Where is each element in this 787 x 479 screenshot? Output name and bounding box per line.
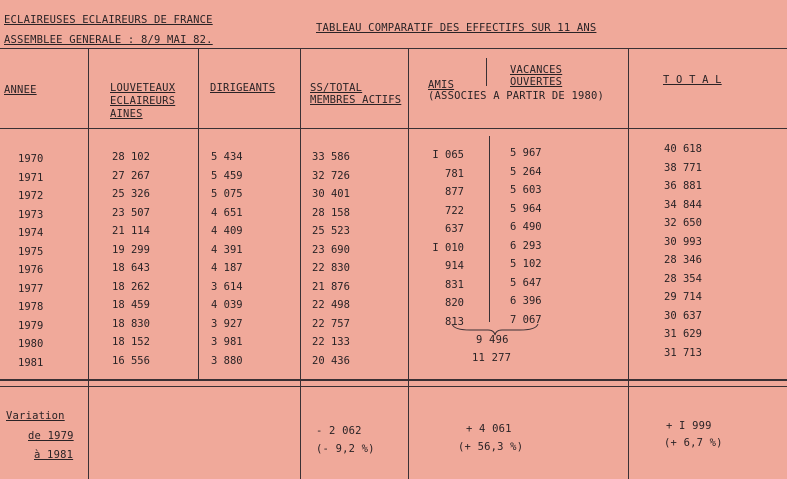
- variation-label: Variation: [6, 410, 65, 422]
- table-cell: 1970: [18, 153, 44, 165]
- col-divider-5: [628, 48, 629, 479]
- table-cell: 20 436: [312, 354, 350, 367]
- table-cell: 22 757: [312, 317, 350, 330]
- table-cell: 5 603: [510, 184, 542, 196]
- table-cell: 5 102: [510, 258, 542, 270]
- table-cell: 1979: [18, 319, 44, 332]
- variation-to: à 1981: [34, 449, 74, 461]
- table-cell: 28 158: [312, 206, 350, 219]
- header-bottom-rule: [0, 128, 787, 129]
- col-divider-2: [198, 48, 199, 380]
- variation-from: de 1979: [28, 430, 74, 442]
- table-cell: 4 409: [211, 225, 243, 237]
- table-cell: 30 993: [664, 235, 702, 248]
- table-cell: 33 586: [312, 151, 350, 163]
- header-aines: AINES: [110, 108, 143, 120]
- table-cell: 1977: [18, 282, 44, 295]
- table-cell: 1981: [18, 356, 44, 369]
- table-cell: 7 067: [510, 313, 542, 326]
- table-cell: 18 830: [112, 317, 150, 330]
- table-cell: 19 299: [112, 243, 150, 256]
- table-cell: 4 187: [211, 262, 243, 274]
- table-cell: 38 771: [664, 161, 702, 174]
- table-cell: 23 507: [112, 206, 150, 219]
- header-membres-actifs: MEMBRES ACTIFS: [310, 94, 402, 106]
- table-cell: 914: [445, 260, 464, 272]
- merged-1980: 9 496: [476, 334, 509, 346]
- table-cell: 32 650: [664, 217, 702, 229]
- amis-column: [420, 146, 464, 331]
- table-cell: 637: [445, 223, 464, 235]
- sstotal-column: [312, 148, 350, 370]
- table-cell: 3 614: [211, 280, 243, 293]
- header-total: T O T A L: [663, 74, 722, 86]
- table-cell: 1980: [18, 338, 44, 350]
- table-cell: 1975: [18, 245, 44, 258]
- variation-sstotal-abs: - 2 062: [316, 425, 362, 437]
- annee-column: [18, 150, 43, 372]
- table-cell: I 065: [432, 149, 464, 161]
- table-cell: 30 401: [312, 188, 350, 200]
- table-cell: 1971: [18, 171, 44, 184]
- total-column: [664, 140, 702, 362]
- variation-total-abs: + I 999: [666, 420, 712, 432]
- table-cell: 5 075: [211, 188, 243, 200]
- table-cell: 21 876: [312, 280, 350, 293]
- table-cell: 5 967: [510, 147, 542, 159]
- table-cell: 5 434: [211, 151, 243, 163]
- header-eclaireurs: ECLAIREURS: [110, 95, 176, 107]
- header-associes: (ASSOCIES A PARTIR DE 1980): [428, 90, 605, 102]
- table-cell: 820: [445, 297, 464, 309]
- table-cell: 32 726: [312, 169, 350, 182]
- header-vacances: VACANCES: [510, 64, 563, 76]
- table-cell: 25 523: [312, 225, 350, 237]
- dirigeants-column: [211, 148, 243, 370]
- col-divider-1: [88, 48, 89, 479]
- table-cell: 16 556: [112, 354, 150, 367]
- header-louveteaux: LOUVETEAUX: [110, 82, 176, 94]
- table-cell: 877: [445, 186, 464, 198]
- table-cell: 36 881: [664, 180, 702, 192]
- merged-1981: 11 277: [472, 352, 512, 364]
- table-cell: 22 498: [312, 299, 350, 311]
- table-cell: 813: [445, 315, 464, 328]
- table-cell: 4 391: [211, 243, 243, 256]
- table-cell: 25 326: [112, 188, 150, 200]
- table-cell: 28 346: [664, 254, 702, 266]
- table-cell: 6 490: [510, 221, 542, 233]
- table-cell: 5 964: [510, 202, 542, 215]
- table-cell: 40 618: [664, 143, 702, 155]
- table-cell: 4 651: [211, 206, 243, 219]
- table-cell: 29 714: [664, 291, 702, 303]
- header-ouvertes: OUVERTES: [510, 76, 563, 88]
- table-cell: 18 643: [112, 262, 150, 274]
- header-sstotal: SS/TOTAL: [310, 82, 363, 94]
- variation-amis-pct: (+ 56,3 %): [458, 441, 524, 453]
- variation-top-rule: [0, 379, 787, 381]
- table-cell: 5 647: [510, 276, 542, 289]
- table-cell: 31 713: [664, 346, 702, 359]
- table-cell: 1973: [18, 208, 44, 221]
- document-title: TABLEAU COMPARATIF DES EFFECTIFS SUR 11 ANS: [316, 22, 597, 34]
- table-cell: 1972: [18, 190, 44, 202]
- table-cell: 18 152: [112, 336, 150, 348]
- table-cell: 23 690: [312, 243, 350, 256]
- table-cell: 1976: [18, 264, 44, 276]
- table-cell: 27 267: [112, 169, 150, 182]
- table-cell: 1978: [18, 301, 44, 313]
- table-cell: 18 459: [112, 299, 150, 311]
- header-dirigeants: DIRIGEANTS: [210, 82, 276, 94]
- table-cell: 31 629: [664, 328, 702, 340]
- table-top-rule: [0, 48, 787, 49]
- variation-total-pct: (+ 6,7 %): [664, 437, 723, 449]
- col-divider-3: [300, 48, 301, 479]
- table-cell: 5 459: [211, 169, 243, 182]
- table-cell: 781: [445, 167, 464, 180]
- table-cell: 5 264: [510, 165, 542, 178]
- table-cell: 831: [445, 278, 464, 291]
- variation-sstotal-pct: (- 9,2 %): [316, 443, 375, 455]
- table-cell: 4 039: [211, 299, 243, 311]
- table-cell: 3 981: [211, 336, 243, 348]
- amis-vacances-divider: [489, 136, 490, 322]
- org-name: ECLAIREUSES ECLAIREURS DE FRANCE: [4, 14, 213, 26]
- amis-vacances-header-divider: [486, 58, 487, 86]
- table-cell: 21 114: [112, 225, 150, 237]
- table-cell: 28 102: [112, 151, 150, 163]
- table-cell: 30 637: [664, 309, 702, 322]
- table-cell: 28 354: [664, 272, 702, 285]
- vacances-column: [510, 144, 542, 329]
- table-cell: 722: [445, 204, 464, 217]
- table-cell: 3 927: [211, 317, 243, 330]
- header-amis: AMIS: [428, 79, 455, 91]
- assembly-date: ASSEMBLEE GENERALE : 8/9 MAI 82.: [4, 34, 213, 46]
- table-cell: 6 396: [510, 295, 542, 307]
- louveteaux-column: [112, 148, 150, 370]
- table-cell: 22 133: [312, 336, 350, 348]
- table-cell: I 010: [432, 241, 464, 254]
- table-cell: 6 293: [510, 239, 542, 252]
- col-divider-4: [408, 48, 409, 479]
- table-cell: 3 880: [211, 354, 243, 367]
- table-cell: 1974: [18, 227, 44, 239]
- header-annee: ANNEE: [4, 84, 37, 96]
- table-cell: 18 262: [112, 280, 150, 293]
- table-cell: 22 830: [312, 262, 350, 274]
- table-cell: 34 844: [664, 198, 702, 211]
- variation-top-rule-2: [0, 386, 787, 387]
- variation-amis-abs: + 4 061: [466, 423, 512, 435]
